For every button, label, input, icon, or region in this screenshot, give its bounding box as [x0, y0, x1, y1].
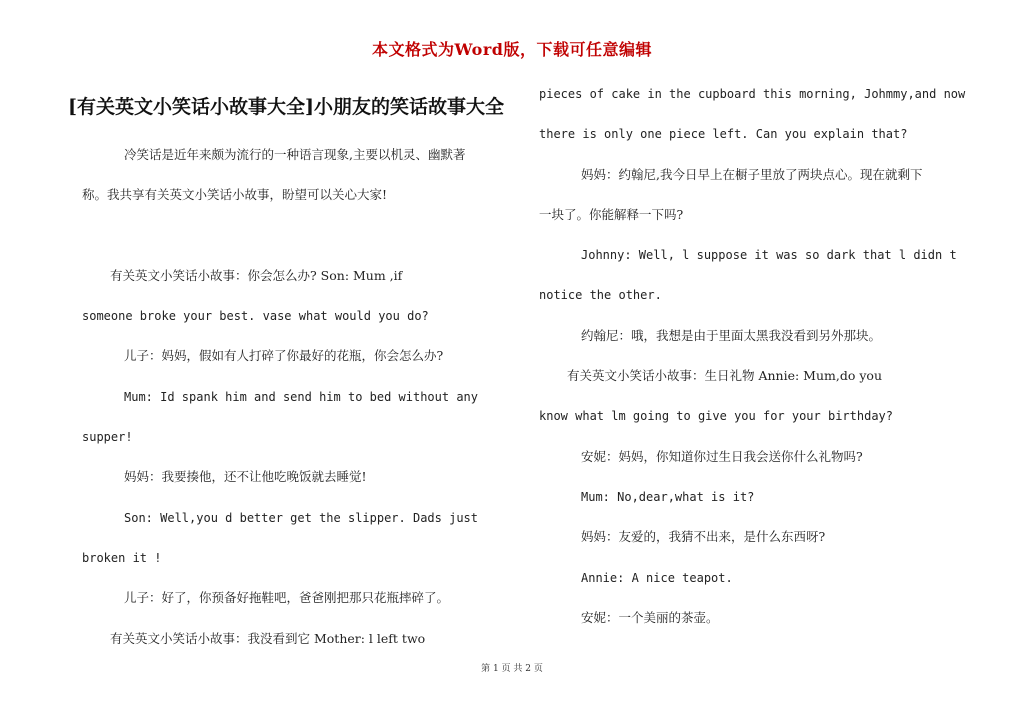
right-column — [539, 74, 979, 638]
paragraph-line: 妈妈：约翰尼,我今日早上在橱子里放了两块点心。现在就剩下 — [581, 166, 923, 182]
paragraph-line: 有关英文小笑话小故事：我没看到它 Mother: l left two — [110, 630, 426, 646]
paragraph-line: 约翰尼：哦，我想是由于里面太黑我没看到另外那块。 — [581, 327, 882, 343]
blank-line — [82, 216, 527, 256]
paragraph-line: Son: Well,you d better get the slipper. Dads just — [124, 510, 479, 525]
paragraph-line: Mum: Id spank him and send him to bed without any — [124, 389, 479, 404]
paragraph-line: 安妮：一个美丽的茶壶。 — [581, 609, 719, 625]
paragraph-line: pieces of cake in the cupboard this morning, Johmmy,and now — [539, 87, 966, 101]
paragraph-line: 儿子：好了，你预备好拖鞋吧，爸爸刚把那只花瓶摔碎了。 — [124, 590, 450, 606]
paragraph-line: 一块了。你能解释一下吗? — [539, 206, 684, 222]
paragraph-line: Annie: A nice teapot. — [581, 570, 733, 585]
paragraph-line: 有关英文小笑话小故事：生日礼物 Annie: Mum,do you — [567, 368, 882, 384]
paragraph-line: 冷笑话是近年来颇为流行的一种语言现象,主要以机灵、幽默著 — [124, 147, 466, 162]
document-title: [有关英文小笑话小故事大全]小朋友的笑话故事大全 — [68, 96, 504, 118]
paragraph-line: 称。我共享有关英文小笑话小故事，盼望可以关心大家! — [82, 187, 388, 203]
paragraph-line: there is only one piece left. Can you explain that? — [539, 127, 908, 142]
paragraph-line: Mum: No,dear,what is it? — [581, 489, 755, 504]
paragraph-line: 有关英文小笑话小故事：你会怎么办? Son: Mum ,if — [110, 267, 403, 283]
left-column — [82, 135, 527, 659]
paragraph-line: supper! — [82, 430, 133, 445]
paragraph-line: broken it ! — [82, 550, 162, 565]
paragraph-line: 安妮：妈妈，你知道你过生日我会送你什么礼物吗? — [581, 448, 863, 464]
paragraph-line: someone broke your best. vase what would you do? — [82, 309, 429, 324]
paragraph-line: Johnny: Well, l suppose it was so dark that l didn t — [581, 248, 957, 263]
paragraph-line: 妈妈：我要揍他，还不让他吃晚饭就去睡觉! — [124, 469, 367, 485]
page-number-footer: 第 1 页 共 2 页 — [481, 664, 543, 674]
paragraph-line: know what lm going to give you for your birthday? — [539, 409, 894, 424]
paragraph-line: notice the other. — [539, 288, 662, 303]
paragraph-line: 儿子：妈妈，假如有人打碎了你最好的花瓶，你会怎么办? — [124, 348, 444, 364]
word-format-banner: 本文格式为Word版，下载可任意编辑 — [372, 40, 652, 59]
paragraph-line: 妈妈：友爱的，我猜不出来，是什么东西呀? — [581, 529, 826, 545]
